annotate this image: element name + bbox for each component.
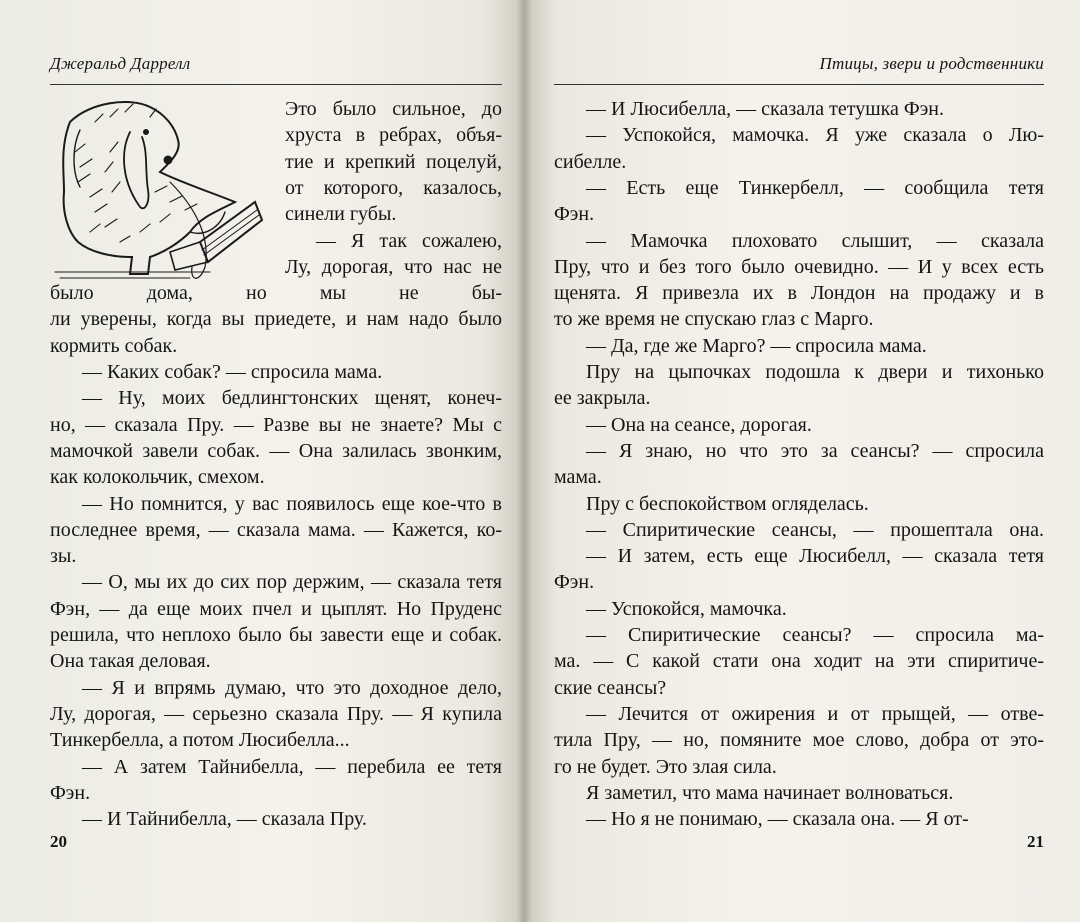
text-line: — О, мы их до сих пор держим, — сказала тетя bbox=[82, 571, 502, 594]
text-line: мама. bbox=[554, 466, 602, 489]
text-line: Пру с беспокойством огляделась. bbox=[586, 492, 869, 515]
text-line: — Успокойся, мамочка. Я уже сказала о Лю- bbox=[586, 124, 1044, 147]
text-line: го не будет. Это злая сила. bbox=[554, 755, 777, 778]
text-line: тие и крепкий поцелуй, bbox=[285, 150, 502, 173]
text-line: мамочкой завели собак. — Она залилась звонким, bbox=[50, 439, 502, 462]
text-line: ские сеансы? bbox=[554, 676, 667, 699]
text-line: решила, что неплохо было бы завести еще и собак. bbox=[50, 624, 502, 646]
text-line: то же время не спускаю глаз с Марго. bbox=[554, 308, 874, 331]
text-line: от которого, казалось, bbox=[285, 176, 502, 199]
text-line: тила Пру, — но, помяните мое слово, добра от это- bbox=[554, 729, 1044, 752]
text-line: — А затем Тайнибелла, — перебила ее тетя bbox=[82, 755, 502, 778]
text-line: — Я знаю, но что это за сеансы? — спросила bbox=[586, 439, 1044, 462]
text-line: Тинкербелла, а потом Люсибелла... bbox=[50, 729, 350, 752]
dog-lying-with-book-sketch-icon bbox=[50, 92, 265, 282]
text-line: — Мамочка плоховато слышит, — сказала bbox=[586, 229, 1044, 252]
right-page bbox=[524, 0, 1080, 922]
text-line: Я заметил, что мама начинает волноваться. bbox=[586, 781, 954, 804]
text-line: Лу, дорогая, — серьезно сказала Пру. — Я купила bbox=[50, 702, 502, 725]
text-line: — Она на сеансе, дорогая. bbox=[586, 413, 812, 436]
text-line: Пру на цыпочках подошла к двери и тихонько bbox=[586, 361, 1044, 383]
left-page-number: 20 bbox=[50, 832, 67, 851]
text-line: Пру, что и без того было очевидно. — И у всех есть bbox=[554, 255, 1044, 278]
text-line: было дома, но мы не бы- bbox=[50, 282, 502, 305]
text-line: но, — сказала Пру. — Разве вы не знаете? Мы с bbox=[50, 413, 502, 436]
text-line: — Спиритические сеансы? — спросила ма- bbox=[586, 624, 1044, 646]
text-line: — Каких собак? — спросила мама. bbox=[82, 361, 383, 383]
text-line: зы. bbox=[50, 545, 77, 568]
text-line: — Да, где же Марго? — спросила мама. bbox=[586, 334, 927, 357]
text-line: Лу, дорогая, что нас не bbox=[285, 255, 502, 278]
text-line: Фэн. bbox=[50, 781, 91, 804]
text-line: — Я так сожалею, bbox=[316, 229, 502, 252]
text-line: последнее время, — сказала мама. — Кажется, ко- bbox=[50, 518, 502, 541]
text-line: синели губы. bbox=[285, 203, 397, 226]
text-line: ли уверены, когда вы приедете, и нам надо было bbox=[50, 308, 502, 331]
text-line: — Но я не понимаю, — сказала она. — Я от- bbox=[586, 808, 969, 831]
text-line: — Ну, моих бедлингтонских щенят, конеч- bbox=[82, 387, 502, 410]
text-line: сибелле. bbox=[554, 150, 627, 173]
text-line: — И Тайнибелла, — сказала Пру. bbox=[82, 808, 367, 831]
text-line: — Лечится от ожирения и от прыщей, — отве- bbox=[586, 702, 1044, 725]
right-page-number: 21 bbox=[1027, 832, 1044, 851]
text-line: Она такая деловая. bbox=[50, 650, 211, 673]
text-line: Фэн. bbox=[554, 203, 595, 226]
text-line: — И Люсибелла, — сказала тетушка Фэн. bbox=[586, 98, 945, 120]
text-line: — И затем, есть еще Люсибелл, — сказала тетя bbox=[586, 545, 1044, 568]
text-line: — Успокойся, мамочка. bbox=[586, 597, 787, 620]
text-line: хруста в ребрах, объя- bbox=[285, 124, 502, 147]
text-line: Фэн, — да еще моих пчел и цыплят. Но Пруденс bbox=[50, 597, 502, 620]
text-line: — Спиритические сеансы, — прошептала она. bbox=[586, 518, 1044, 541]
text-line: ее закрыла. bbox=[554, 387, 651, 410]
text-line: — Есть еще Тинкербелл, — сообщила тетя bbox=[586, 176, 1044, 199]
text-line: как колокольчик, смехом. bbox=[50, 466, 265, 489]
book-gutter-shadow bbox=[516, 0, 532, 922]
text-line: — Но помнится, у вас появилось еще кое-что в bbox=[82, 492, 502, 515]
text-line: кормить собак. bbox=[50, 334, 178, 357]
text-line: ма. — С какой стати она ходит на эти спиритиче- bbox=[554, 650, 1044, 673]
left-page bbox=[0, 0, 524, 922]
right-header-rule bbox=[554, 84, 1044, 85]
left-running-head: Джеральд Даррелл bbox=[50, 54, 191, 73]
text-line: Фэн. bbox=[554, 571, 595, 594]
text-line: — Я и впрямь думаю, что это доходное дело, bbox=[82, 676, 502, 699]
text-line: Это было сильное, до bbox=[285, 98, 502, 120]
text-line: щенята. Я привезла их в Лондон на продажу и в bbox=[554, 282, 1044, 305]
right-running-head: Птицы, звери и родственники bbox=[819, 54, 1044, 73]
left-header-rule bbox=[50, 84, 502, 85]
